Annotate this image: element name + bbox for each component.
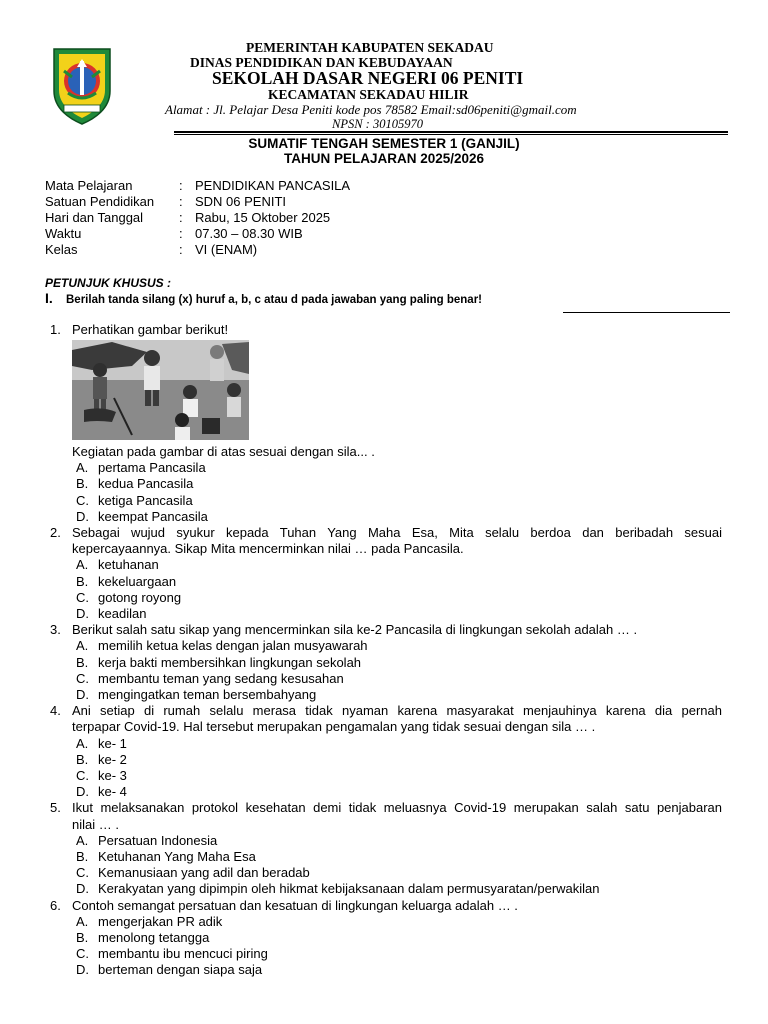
instruction-section (45, 290, 482, 308)
question-text-line: Contoh semangat persatuan dan kesatuan di lingkungan keluarga adalah … . (72, 897, 518, 913)
option-letter: A. (76, 735, 89, 751)
option-text: ke- 3 (98, 768, 127, 783)
question-number: 5. (50, 800, 61, 816)
option-text: mengingatkan teman bersembahyang (98, 687, 317, 702)
question-number: 2. (50, 525, 61, 540)
info-value: VI (ENAM) (195, 242, 258, 257)
option-letter: A. (76, 460, 89, 476)
option-letter: C. (76, 768, 89, 783)
option-letter: D. (76, 784, 89, 800)
option-letter: B. (76, 930, 89, 945)
info-value: SDN 06 PENITI (195, 194, 287, 209)
info-label: Mata Pelajaran (45, 178, 133, 193)
letterhead-divider-thin (174, 134, 728, 135)
info-value: 07.30 – 08.30 WIB (195, 226, 303, 241)
option-letter: B. (76, 849, 89, 864)
question-text-line: nilai … . (72, 816, 119, 832)
option-text: ketiga Pancasila (98, 492, 193, 508)
info-label: Waktu (45, 226, 82, 241)
question-text-line: terpapar Covid-19. Hal tersebut merupakan pengamalan yang tidak sesuai dengan sila … . (72, 719, 596, 735)
instruction-underline (563, 312, 730, 313)
instructions-heading: PETUNJUK KHUSUS : (45, 276, 172, 290)
option-text: pertama Pancasila (98, 460, 206, 476)
district-name: KECAMATAN SEKADAU HILIR (268, 87, 469, 102)
question-number: 6. (50, 897, 61, 913)
option-letter: B. (76, 654, 89, 670)
option-letter: C. (76, 492, 89, 508)
school-address: Alamat : Jl. Pelajar Desa Peniti kode pos 78582 Email:sd06peniti@gmail.com (165, 102, 577, 117)
option-text: menolong tetangga (98, 930, 210, 945)
info-value: PENDIDIKAN PANCASILA (195, 178, 351, 193)
option-text: kedua Pancasila (98, 476, 194, 492)
option-text: keadilan (98, 606, 147, 621)
info-colon: : (179, 242, 183, 257)
info-colon: : (179, 226, 183, 241)
option-letter: D. (76, 962, 89, 978)
school-name: SEKOLAH DASAR NEGERI 06 PENITI (212, 68, 524, 88)
info-row (45, 178, 350, 194)
info-colon: : (179, 210, 183, 225)
option-letter: C. (76, 946, 89, 962)
info-row (45, 194, 350, 210)
option-text: memilih ketua kelas dengan jalan musyawarah (98, 638, 368, 654)
option-text: gotong royong (98, 589, 182, 605)
option-letter: B. (76, 573, 89, 589)
info-label: Kelas (45, 242, 78, 257)
info-row (45, 226, 350, 242)
question-text-line: Ikut melaksanakan protokol kesehatan demi tidak meluasnya Covid-19 merupakan salah satu penjabaran (72, 800, 722, 816)
option-letter: A. (76, 913, 89, 929)
info-value: Rabu, 15 Oktober 2025 (195, 210, 331, 225)
option-text: berteman dengan siapa saja (98, 962, 263, 978)
info-row (45, 210, 350, 226)
info-label: Satuan Pendidikan (45, 194, 155, 209)
option-letter: B. (76, 751, 89, 767)
option-text: kekeluargaan (98, 573, 177, 589)
info-colon: : (179, 194, 183, 209)
option-letter: C. (76, 670, 89, 686)
question-number: 1. (50, 322, 61, 337)
question-text-line: Sebagai wujud syukur kepada Tuhan Yang Maha Esa, Mita selalu berdoa dan beribadah sesuai (72, 525, 722, 540)
option-letter: D. (76, 687, 89, 702)
school-npsn: NPSN : 30105970 (332, 117, 423, 131)
question-text-line: kepercayaannya. Sikap Mita mencerminkan nilai … pada Pancasila. (72, 541, 464, 557)
option-letter: D. (76, 508, 89, 524)
option-letter: A. (76, 832, 89, 848)
option-letter: A. (76, 638, 89, 654)
option-letter: C. (76, 589, 89, 605)
regency-emblem-logo (50, 47, 114, 125)
info-colon: : (179, 178, 183, 193)
info-label: Hari dan Tanggal (45, 210, 144, 225)
question-number: 3. (50, 622, 61, 638)
academic-year: TAHUN PELAJARAN 2025/2026 (283, 151, 485, 166)
option-text: ketuhanan (98, 557, 159, 573)
option-text: membantu ibu mencuci piring (98, 946, 268, 962)
option-letter: A. (76, 557, 89, 573)
question-text-line: Ani setiap di rumah selalu merasa tidak nyaman karena masyarakat menjauhinya karena dia pernah (72, 703, 722, 719)
option-letter: C. (76, 865, 89, 881)
instruction-text: Berilah tanda silang (x) huruf a, b, c atau d pada jawaban yang paling benar! (66, 294, 482, 306)
question-text-line: Perhatikan gambar berikut! (72, 322, 229, 337)
section-number: I. (45, 290, 53, 306)
option-text: ke- 4 (98, 784, 127, 800)
option-letter: D. (76, 606, 89, 621)
department-name: DINAS PENDIDIKAN DAN KEBUDAYAAN (190, 55, 453, 70)
option-text: keempat Pancasila (98, 508, 208, 524)
question-text-line: Berikut salah satu sikap yang mencerminkan sila ke-2 Pancasila di lingkungan sekolah adalah … . (72, 622, 638, 638)
option-text: Kerakyatan yang dipimpin oleh hikmat kebijaksanaan dalam permusyaratan/perwakilan (98, 881, 600, 897)
letterhead-divider-thick (174, 131, 728, 133)
option-text: Kemanusiaan yang adil dan beradab (98, 865, 310, 881)
exam-title: SUMATIF TENGAH SEMESTER 1 (GANJIL) (248, 136, 520, 151)
option-letter: B. (76, 476, 89, 492)
option-letter: D. (76, 881, 89, 897)
exam-info-table (45, 178, 350, 258)
info-row (45, 242, 350, 258)
option-text: Persatuan Indonesia (98, 832, 218, 848)
option-text: membantu teman yang sedang kesusahan (98, 670, 344, 686)
option-text: ke- 2 (98, 751, 127, 767)
option-text: kerja bakti membersihkan lingkungan sekolah (98, 654, 362, 670)
government-name: PEMERINTAH KABUPATEN SEKADAU (246, 40, 494, 55)
option-text: mengerjakan PR adik (98, 913, 223, 929)
question-number: 4. (50, 703, 61, 719)
option-text: ke- 1 (98, 735, 127, 751)
question-1-picture (72, 340, 249, 440)
option-text: Ketuhanan Yang Maha Esa (98, 849, 256, 864)
question-follow-up: Kegiatan pada gambar di atas sesuai dengan sila... . (72, 444, 375, 459)
